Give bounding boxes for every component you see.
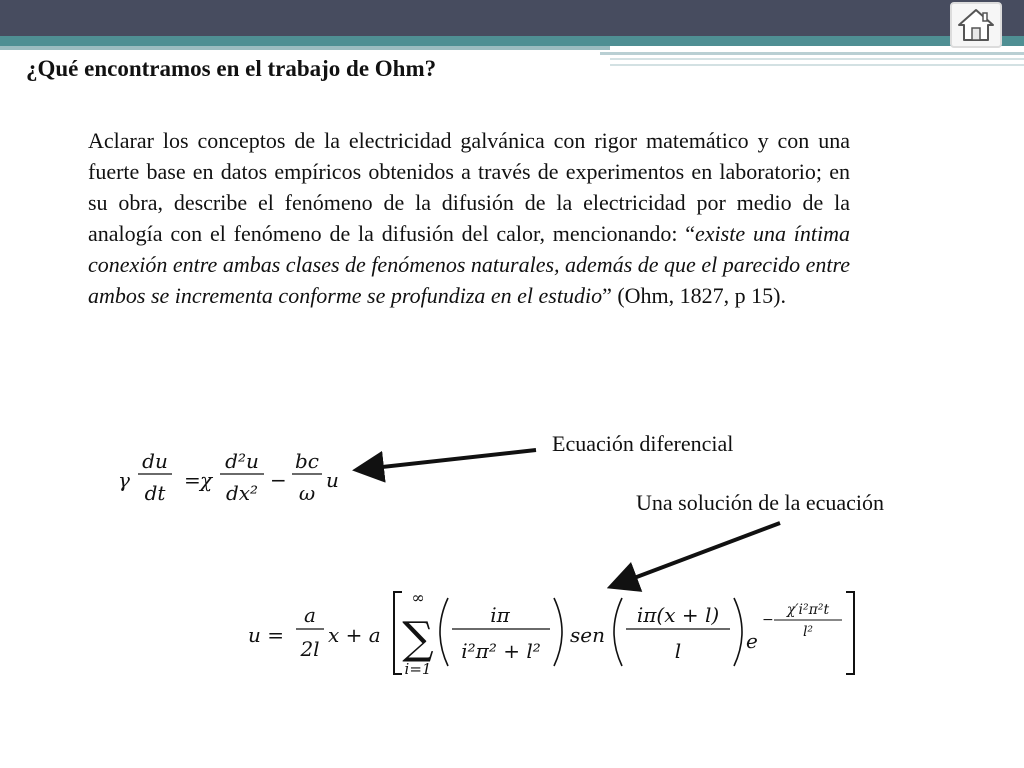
- eq2-left-bracket: [394, 592, 402, 674]
- eq2-sigma: ∑: [402, 613, 434, 664]
- eq2-sen: 𝑠𝑒𝑛: [570, 623, 605, 647]
- eq2-exp-denominator: 𝑙²: [802, 624, 814, 640]
- eq2-a: 𝑎: [304, 603, 316, 627]
- eq1-u: 𝑢: [326, 468, 339, 492]
- eq1-dx2: 𝑑𝑥²: [225, 481, 259, 505]
- eq1-d2u: 𝑑²𝑢: [225, 449, 259, 473]
- slide-title: ¿Qué encontramos en el trabajo de Ohm?: [26, 56, 437, 81]
- paragraph-text: Aclarar los conceptos de la electricidad galvánica con rigor matemático y con una fuerte base en datos empíricos obtenidos a través de experimentos en laboratorio; en su obra, describe el fenómeno de la difusión de la electricidad por medio de la analogía con el fenómeno de la difusión del calor, mencionando: “: [88, 128, 850, 246]
- eq2-index: 𝑖=1: [404, 660, 432, 678]
- eq1-gamma: 𝛾: [118, 468, 130, 492]
- eq1-chi: 𝜒: [200, 468, 213, 492]
- equation-solution: [248, 588, 854, 678]
- eq2-ipi-x-l: 𝑖𝜋(𝑥 + 𝑙): [636, 603, 720, 627]
- eq2-paren: [440, 598, 448, 666]
- eq1-du: 𝑑𝑢: [142, 449, 168, 473]
- eq1-equals: =: [184, 468, 201, 492]
- eq2-2l: 2𝑙: [300, 637, 320, 661]
- label-differential-equation: Ecuación diferencial: [552, 431, 734, 456]
- label-equation-solution: Una solución de la ecuación: [636, 490, 885, 515]
- eq2-denominator: 𝑖²𝜋² + 𝑙²: [461, 639, 541, 663]
- eq2-ipi: 𝑖𝜋: [490, 603, 510, 627]
- eq1-dt: 𝑑𝑡: [144, 481, 166, 505]
- arrow-to-solution: [618, 523, 780, 584]
- eq1-bc: 𝑏𝑐: [294, 449, 320, 473]
- eq2-x-plus-a: 𝑥 + 𝑎: [328, 623, 381, 647]
- eq2-exp-minus: −: [762, 612, 774, 628]
- eq2-paren: [734, 598, 742, 666]
- differential-equation: [118, 449, 339, 505]
- eq2-right-bracket: [846, 592, 854, 674]
- eq2-u-equals: 𝑢 =: [248, 623, 284, 647]
- eq2-paren: [614, 598, 622, 666]
- eq2-infinity: ∞: [411, 588, 425, 607]
- eq2-paren: [554, 598, 562, 666]
- arrow-to-differential-equation: [364, 450, 536, 469]
- eq1-omega: 𝜔: [298, 481, 316, 505]
- paragraph-citation: ” (Ohm, 1827, p 15).: [602, 283, 786, 308]
- eq1-minus: −: [270, 468, 287, 492]
- paragraph-quote: existe una íntima conexión entre ambas clases de fenómenos naturales, además de que el parecido entre ambos se incrementa conforme se profundiza en el estudio: [88, 221, 850, 308]
- eq2-exp-numerator: 𝜒′𝑖²𝜋²𝑡: [786, 602, 830, 618]
- eq2-l: 𝑙: [674, 639, 682, 663]
- eq2-e: 𝑒: [746, 629, 758, 653]
